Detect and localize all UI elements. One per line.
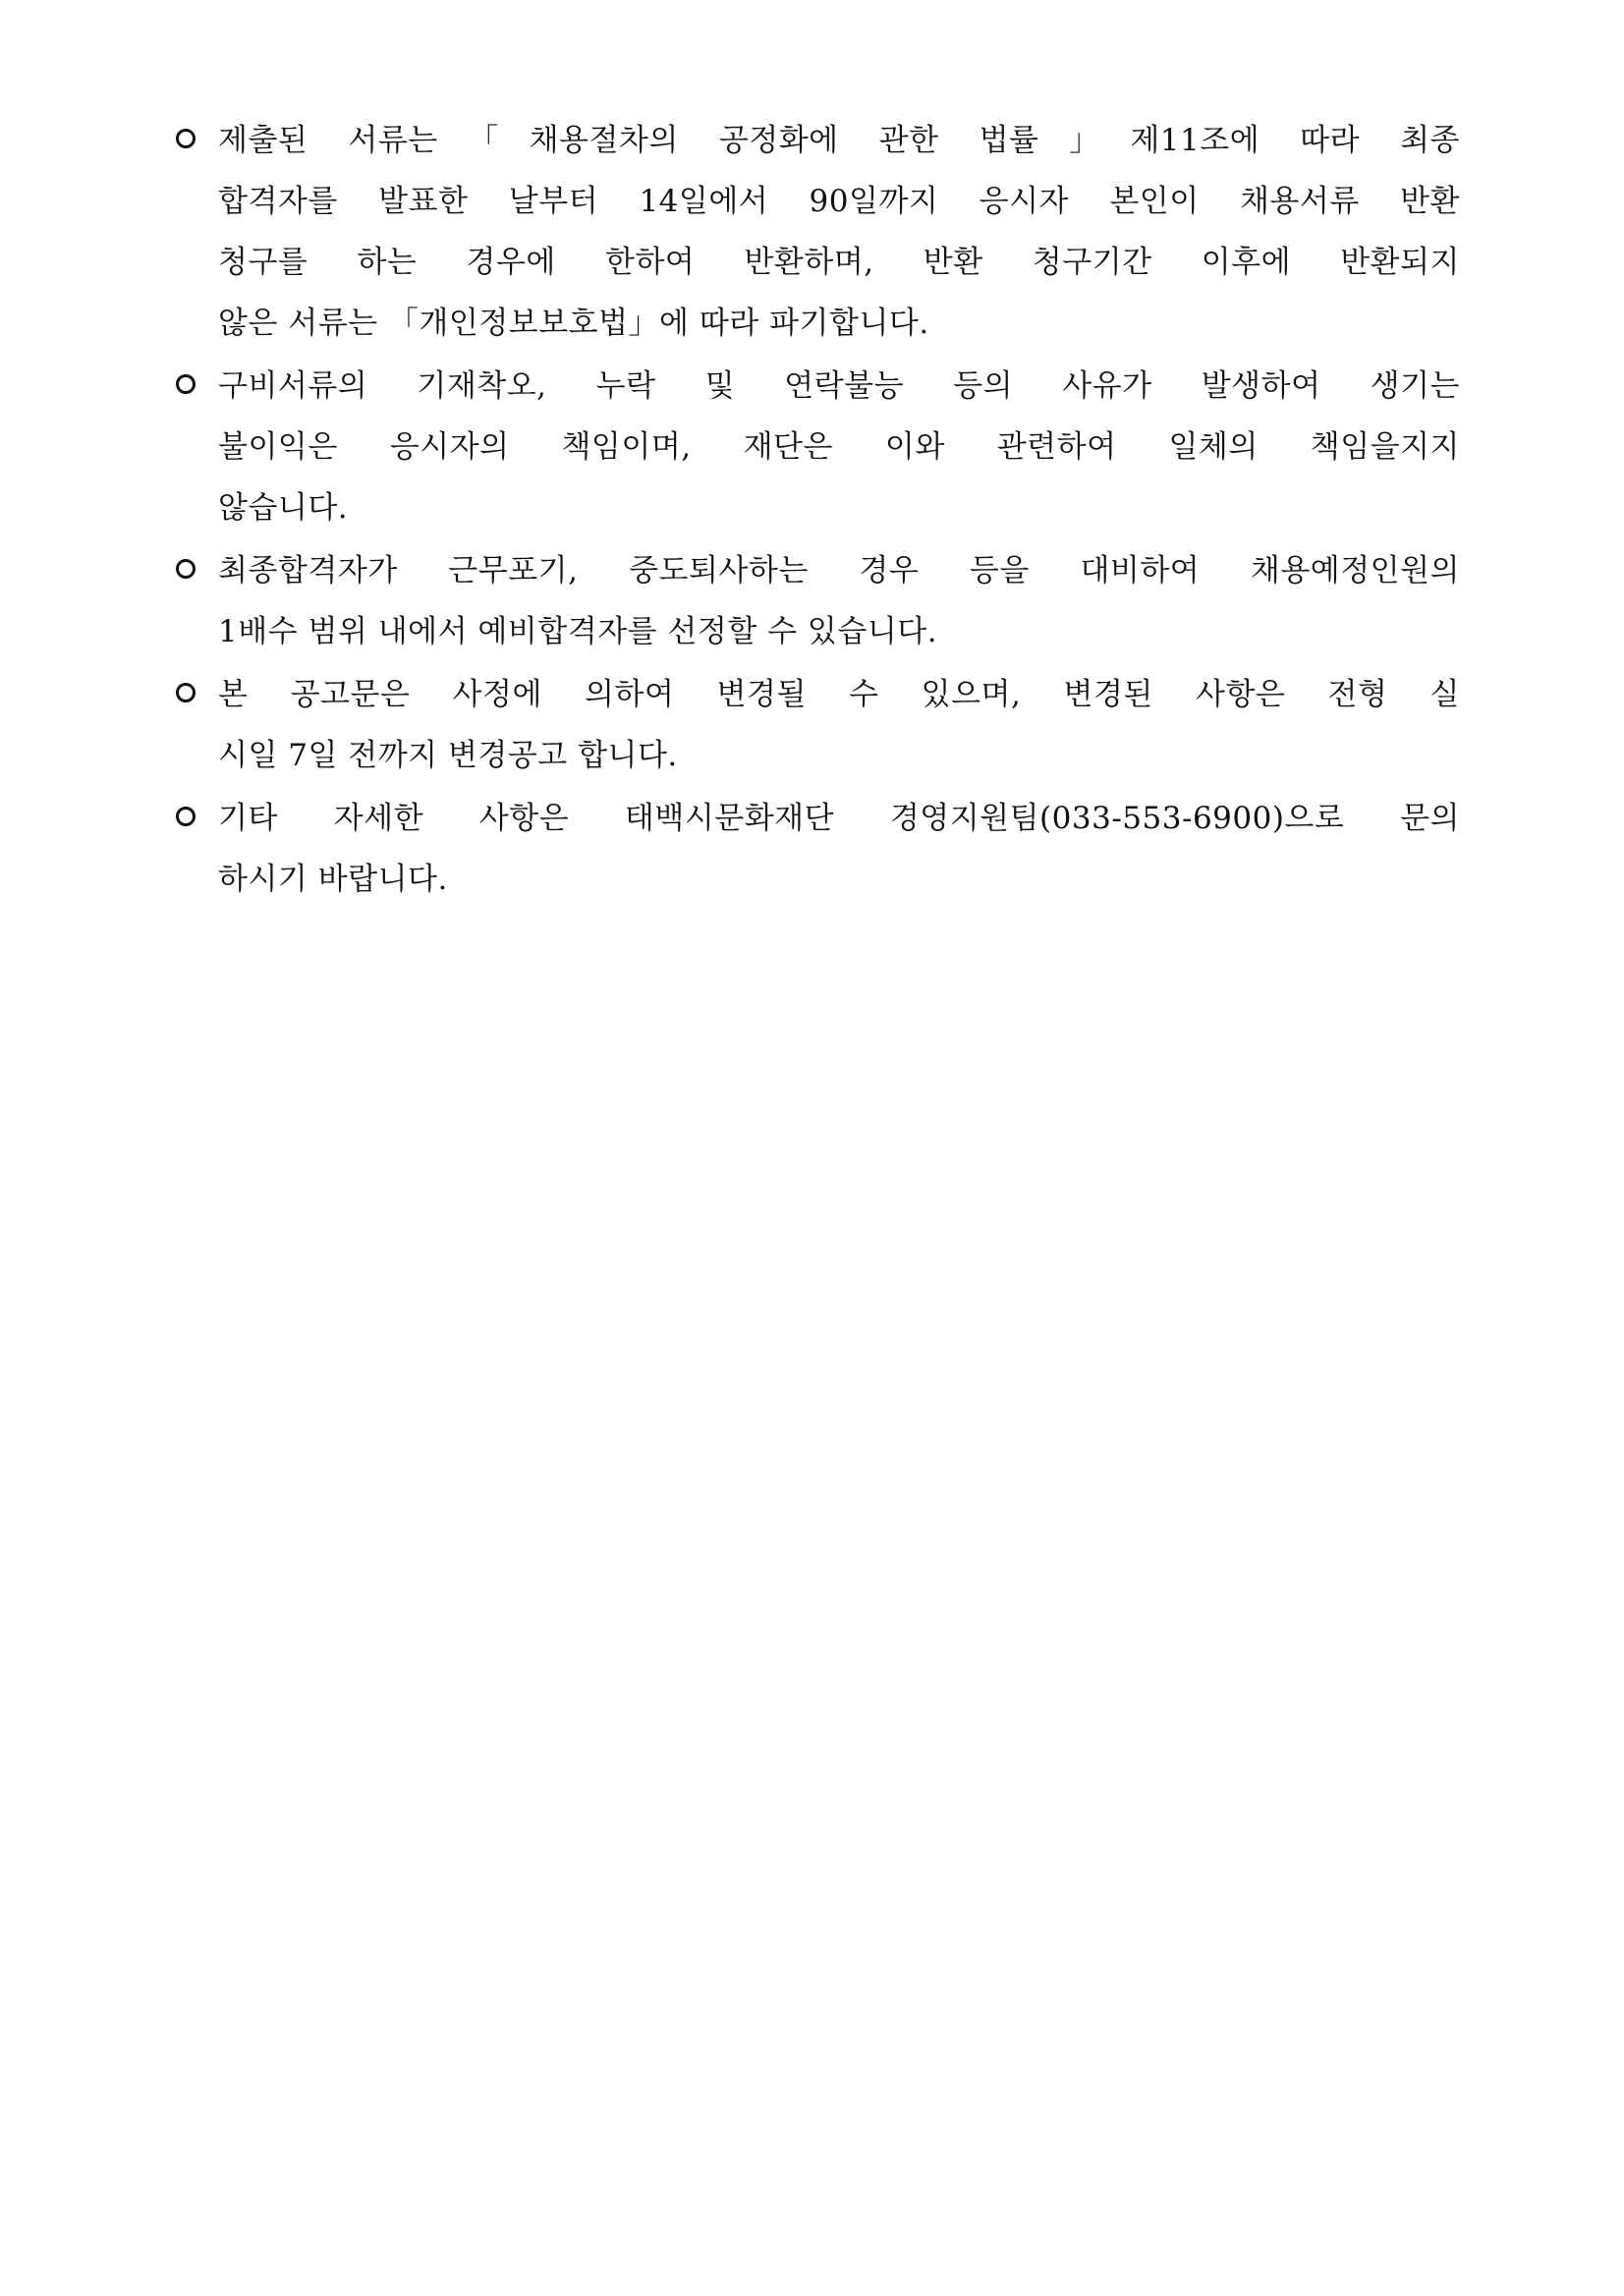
notice-line: 불이익은 응시자의 책임이며, 재단은 이와 관련하여 일체의 책임을지지 (218, 429, 1460, 465)
notice-line: 최종합격자가 근무포기, 중도퇴사하는 경우 등을 대비하여 채용예정인원의 (218, 553, 1460, 588)
notice-line: 청구를 하는 경우에 한하여 반환하며, 반환 청구기간 이후에 반환되지 (218, 245, 1460, 280)
notice-line: 제출된 서류는「채용절차의 공정화에 관한 법률」제11조에 따라 최종 (218, 123, 1460, 158)
notice-line: 기타 자세한 사항은 태백시문화재단 경영지원팀(033-553-6900)으로 문의 (218, 801, 1460, 836)
notice-item-applicant-responsibility (173, 356, 1460, 538)
notice-item-document-return (173, 110, 1460, 354)
circle-bullet-icon (176, 559, 196, 579)
notice-line: 본 공고문은 사정에 의하여 변경될 수 있으며, 변경된 사항은 전형 실 (218, 677, 1460, 712)
notice-line: 하시기 바랍니다. (218, 862, 448, 897)
notice-line: 시일 7일 전까지 변경공고 합니다. (218, 738, 678, 773)
circle-bullet-icon (176, 129, 196, 148)
notice-list (173, 110, 1460, 912)
notice-line: 1배수 범위 내에서 예비합격자를 선정할 수 있습니다. (218, 614, 938, 649)
notice-line: 않습니다. (218, 490, 349, 526)
notice-item-announcement-changes (173, 664, 1460, 786)
notice-item-reserve-candidates (173, 540, 1460, 662)
notice-item-contact-inquiry (173, 788, 1460, 910)
notice-line: 합격자를 발표한 날부터 14일에서 90일까지 응시자 본인이 채용서류 반환 (218, 184, 1460, 219)
notice-line: 않은 서류는 「개인정보보호법」에 따라 파기합니다. (218, 306, 929, 341)
notice-line: 구비서류의 기재착오, 누락 및 연락불능 등의 사유가 발생하여 생기는 (218, 368, 1460, 404)
circle-bullet-icon (176, 374, 196, 394)
circle-bullet-icon (176, 683, 196, 702)
circle-bullet-icon (176, 807, 196, 826)
